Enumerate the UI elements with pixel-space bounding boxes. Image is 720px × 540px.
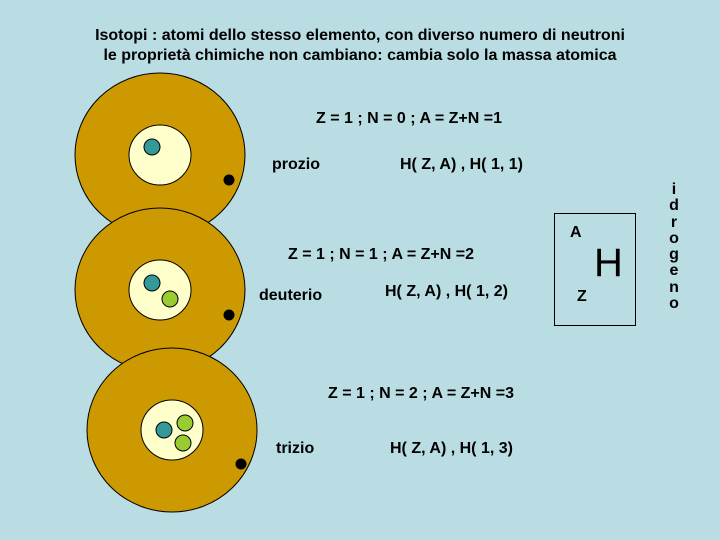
trizio-formula: Z = 1 ; N = 2 ; A = Z+N =3 <box>328 385 514 402</box>
proton <box>156 422 172 438</box>
vertical-letter: g <box>669 246 679 264</box>
title-line-1: Isotopi : atomi dello stesso elemento, con diverso numero di neutroni <box>95 27 625 44</box>
neutron <box>175 435 191 451</box>
trizio-name: trizio <box>276 440 315 457</box>
vertical-letter: o <box>669 229 679 247</box>
vertical-letter: d <box>669 197 679 215</box>
neutron <box>162 291 178 307</box>
vertical-letter: e <box>669 262 679 280</box>
vertical-letter: o <box>669 295 679 313</box>
nucleus <box>129 260 191 320</box>
atom-trizio <box>87 348 257 512</box>
proton <box>144 275 160 291</box>
element-symbol: H <box>594 241 623 285</box>
deuterio-notation: H( Z, A) , H( 1, 2) <box>385 283 508 300</box>
neutron <box>177 415 193 431</box>
prozio-notation: H( Z, A) , H( 1, 1) <box>400 156 523 173</box>
prozio-name: prozio <box>272 156 320 173</box>
vertical-letter: n <box>669 278 679 296</box>
mass-number-label: A <box>570 224 582 241</box>
title-line-2: le proprietà chimiche non cambiano: cambia solo la massa atomica <box>103 47 617 64</box>
nucleus <box>129 125 191 185</box>
vertical-element-name <box>664 182 684 312</box>
deuterio-name: deuterio <box>259 287 323 304</box>
electron <box>224 175 235 186</box>
electron <box>236 459 247 470</box>
trizio-notation: H( Z, A) , H( 1, 3) <box>390 440 513 457</box>
electron <box>224 310 235 321</box>
atomic-number-label: Z <box>577 288 587 305</box>
vertical-letter: i <box>671 181 677 198</box>
atom-deuterio <box>75 208 245 372</box>
prozio-formula: Z = 1 ; N = 0 ; A = Z+N =1 <box>316 110 502 127</box>
proton <box>144 139 160 155</box>
deuterio-formula: Z = 1 ; N = 1 ; A = Z+N =2 <box>288 246 474 263</box>
vertical-letter: r <box>670 213 678 231</box>
